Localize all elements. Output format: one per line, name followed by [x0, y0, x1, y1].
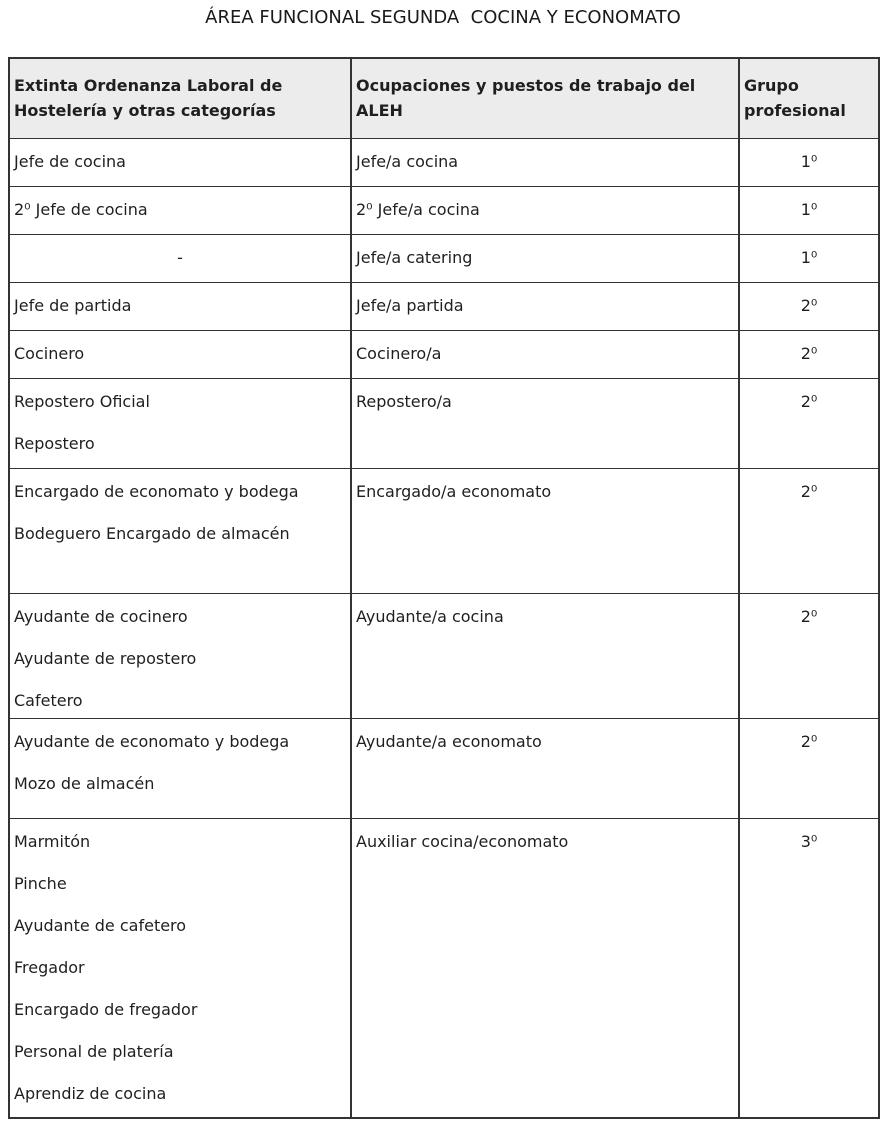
category-line: Repostero Oficial: [14, 391, 150, 411]
group-cell: 2⁰: [739, 468, 879, 593]
group-cell: 2⁰: [739, 282, 879, 330]
col-header-old-ordinance: Extinta Ordenanza Laboral de Hostelería y otras categorías: [9, 58, 351, 138]
table-row: [9, 138, 879, 186]
table-header-row: [9, 58, 879, 138]
aleh-occupation-cell: Encargado/a economato: [351, 468, 739, 593]
group-cell: 3⁰: [739, 818, 879, 1118]
old-categories-cell: [9, 330, 351, 378]
category-line: Cafetero: [14, 690, 83, 710]
category-line: Repostero: [14, 433, 95, 453]
aleh-occupation-cell: Ayudante/a cocina: [351, 593, 739, 718]
aleh-occupation-cell: Ayudante/a economato: [351, 718, 739, 818]
table-row: [9, 818, 879, 1118]
category-line: -: [177, 247, 183, 267]
category-line: 2⁰ Jefe de cocina: [14, 199, 148, 219]
table-row: [9, 330, 879, 378]
aleh-occupation-cell: Repostero/a: [351, 378, 739, 468]
category-line: Fregador: [14, 957, 85, 977]
category-line: Ayudante de repostero: [14, 648, 197, 668]
old-categories-cell: [9, 234, 351, 282]
table-row: [9, 718, 879, 818]
old-categories-cell: [9, 186, 351, 234]
table-row: [9, 378, 879, 468]
table-row: [9, 468, 879, 593]
group-cell: 2⁰: [739, 330, 879, 378]
category-line: Marmitón: [14, 831, 91, 851]
group-cell: 1⁰: [739, 234, 879, 282]
col-header-professional-group: Grupo profesional: [739, 58, 879, 138]
aleh-occupation-cell: Jefe/a partida: [351, 282, 739, 330]
table-row: [9, 186, 879, 234]
category-line: Encargado de economato y bodega: [14, 481, 299, 501]
category-line: Mozo de almacén: [14, 773, 155, 793]
table-row: [9, 234, 879, 282]
table-row: [9, 282, 879, 330]
category-line: Ayudante de cocinero: [14, 606, 188, 626]
category-line: Ayudante de economato y bodega: [14, 731, 290, 751]
table-row: [9, 593, 879, 718]
group-cell: 2⁰: [739, 593, 879, 718]
category-line: Jefe de partida: [14, 295, 132, 315]
old-categories-cell: [9, 282, 351, 330]
old-categories-cell: [9, 818, 351, 1118]
group-cell: 1⁰: [739, 138, 879, 186]
category-line: Pinche: [14, 873, 67, 893]
category-line: Jefe de cocina: [14, 151, 126, 171]
category-line: Aprendiz de cocina: [14, 1083, 167, 1103]
aleh-occupation-cell: 2⁰ Jefe/a cocina: [351, 186, 739, 234]
old-categories-cell: [9, 138, 351, 186]
aleh-occupation-cell: Jefe/a cocina: [351, 138, 739, 186]
category-line: Personal de platería: [14, 1041, 174, 1061]
group-cell: 1⁰: [739, 186, 879, 234]
mapping-table: [8, 57, 880, 1119]
category-line: Ayudante de cafetero: [14, 915, 187, 935]
old-categories-cell: [9, 718, 351, 818]
old-categories-cell: [9, 378, 351, 468]
group-cell: 2⁰: [739, 718, 879, 818]
col-header-aleh-occupations: Ocupaciones y puestos de trabajo del ALEH: [351, 58, 739, 138]
aleh-occupation-cell: Auxiliar cocina/economato: [351, 818, 739, 1118]
document-title: ÁREA FUNCIONAL SEGUNDA COCINA Y ECONOMATO: [205, 7, 681, 28]
group-cell: 2⁰: [739, 378, 879, 468]
category-line: Cocinero: [14, 343, 85, 363]
aleh-occupation-cell: Cocinero/a: [351, 330, 739, 378]
aleh-occupation-cell: Jefe/a catering: [351, 234, 739, 282]
category-line: Bodeguero Encargado de almacén: [14, 523, 290, 543]
old-categories-cell: [9, 593, 351, 718]
category-line: Encargado de fregador: [14, 999, 198, 1019]
old-categories-cell: [9, 468, 351, 593]
